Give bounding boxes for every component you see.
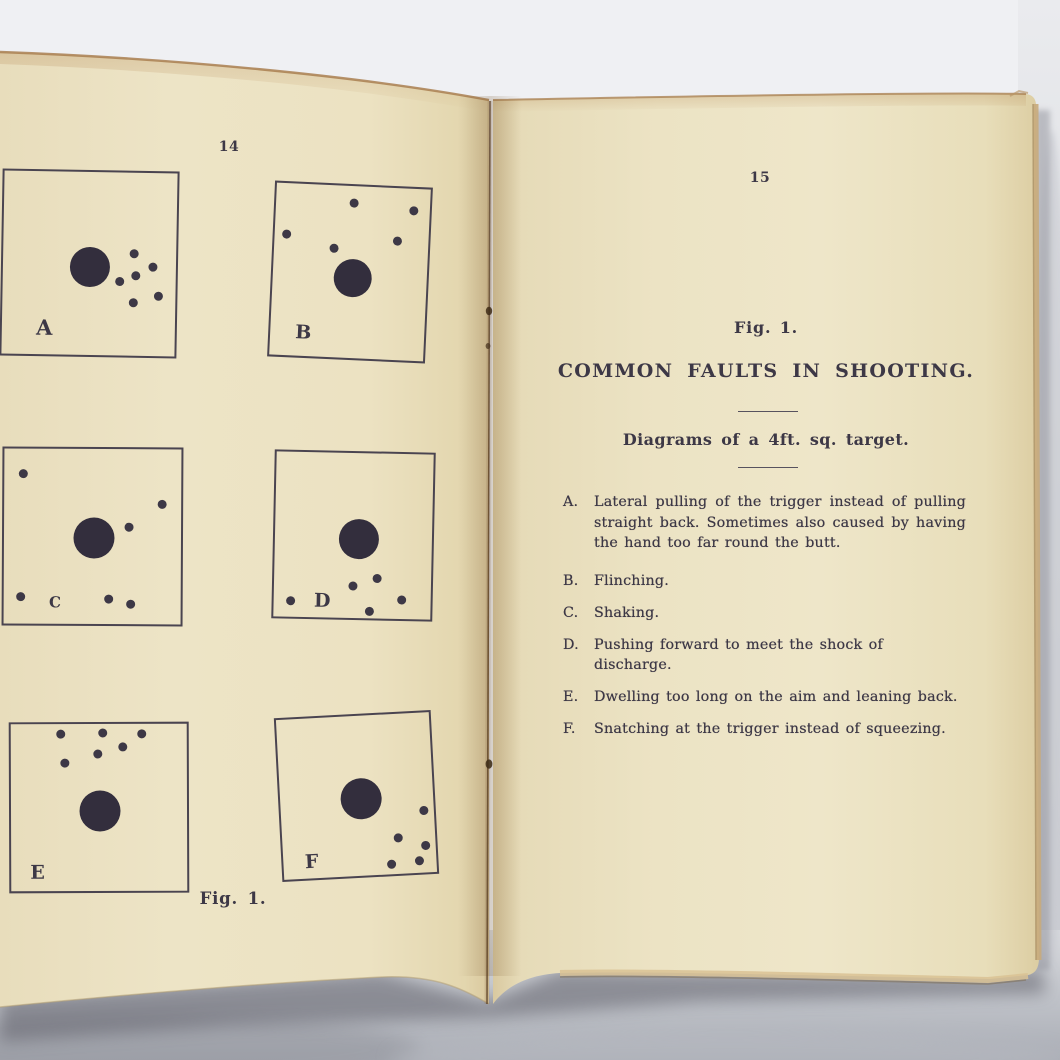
fault-letter: F. — [563, 721, 576, 737]
fault-text: Lateral pulling of the trigger instead of pulling straight back. Sometimes also caused by having the hand too far round the butt. — [594, 494, 966, 551]
bullet-hole-dot — [409, 206, 418, 215]
fault-item-c — [563, 603, 966, 624]
bullet-hole-dot — [126, 600, 135, 609]
target-diagram-b — [267, 181, 433, 364]
bullet-hole-dot — [153, 292, 162, 301]
target-diagram-d — [271, 449, 436, 621]
bullet-hole-dot — [350, 198, 359, 207]
bullet-hole-dot — [131, 271, 140, 280]
target-label: B — [294, 320, 312, 344]
bullet-hole-dot — [94, 750, 103, 759]
bullseye — [339, 519, 380, 560]
bullet-hole-dot — [348, 581, 357, 590]
bullet-hole-dot — [421, 841, 430, 850]
bullet-hole-dot — [282, 229, 291, 238]
bullet-hole-dot — [17, 592, 26, 601]
target-diagram-f — [274, 710, 439, 882]
bullet-hole-dot — [99, 729, 108, 738]
bullet-hole-dot — [393, 237, 402, 246]
bullet-hole-dot — [372, 574, 381, 583]
fault-text: Flinching. — [594, 572, 669, 589]
left-fig-caption: Fig. 1. — [199, 889, 267, 908]
target-label: D — [313, 589, 331, 612]
fault-text: Snatching at the trigger instead of squeezing. — [594, 721, 946, 737]
left-page-number: 14 — [218, 139, 240, 155]
bullet-hole-dot — [394, 833, 403, 842]
target-diagram-a — [0, 168, 180, 358]
bullet-hole-dot — [129, 298, 138, 307]
bullet-hole-dot — [56, 730, 65, 739]
fault-item-b — [563, 571, 966, 592]
fault-letter: D. — [563, 636, 579, 653]
bullet-hole-dot — [414, 856, 423, 865]
bullseye — [69, 247, 110, 288]
bullet-hole-dot — [124, 523, 133, 532]
bullet-hole-dot — [397, 595, 406, 604]
fault-item-a — [563, 492, 966, 554]
bullseye — [340, 778, 383, 821]
target-label: A — [35, 315, 53, 341]
divider-rule — [738, 411, 798, 412]
bullseye — [80, 790, 121, 831]
bullet-hole-dot — [365, 606, 374, 615]
target-diagram-c — [2, 447, 184, 627]
fault-item-f — [563, 719, 966, 740]
faults-list — [563, 492, 966, 751]
bullet-hole-dot — [60, 759, 69, 768]
right-fig-caption: Fig. 1. — [733, 318, 799, 337]
bullseye — [333, 259, 373, 299]
target-diagram-e — [9, 722, 190, 894]
right-page-number: 15 — [749, 170, 771, 186]
bullet-hole-dot — [386, 860, 395, 869]
fault-item-d — [563, 635, 966, 676]
bullet-hole-dot — [118, 743, 127, 752]
bullet-hole-dot — [419, 806, 428, 815]
bullet-hole-dot — [138, 729, 147, 738]
fault-letter: A. — [563, 494, 579, 510]
bullseye — [73, 517, 114, 558]
fault-letter: C. — [563, 604, 579, 621]
bullet-hole-dot — [286, 596, 295, 605]
bullet-hole-dot — [115, 277, 124, 286]
divider-rule — [738, 467, 798, 468]
fault-text: Pushing forward to meet the shock of discharge. — [594, 636, 883, 673]
target-label: C — [48, 593, 62, 612]
target-label: E — [30, 862, 45, 885]
page-subtitle: Diagrams of a 4ft. sq. target. — [622, 430, 910, 449]
fault-item-e — [563, 687, 966, 708]
fault-letter: E. — [563, 689, 579, 705]
bullet-hole-dot — [157, 500, 166, 509]
bullet-hole-dot — [105, 594, 114, 603]
target-label: F — [304, 850, 320, 874]
bullet-hole-dot — [19, 469, 28, 478]
fault-letter: B. — [563, 572, 579, 589]
fault-text: Dwelling too long on the aim and leaning back. — [594, 689, 958, 705]
bullet-hole-dot — [329, 244, 338, 253]
page-title: COMMON FAULTS IN SHOOTING. — [557, 360, 975, 382]
bullet-hole-dot — [130, 249, 139, 258]
bullet-hole-dot — [148, 262, 157, 271]
fault-text: Shaking. — [594, 604, 660, 621]
